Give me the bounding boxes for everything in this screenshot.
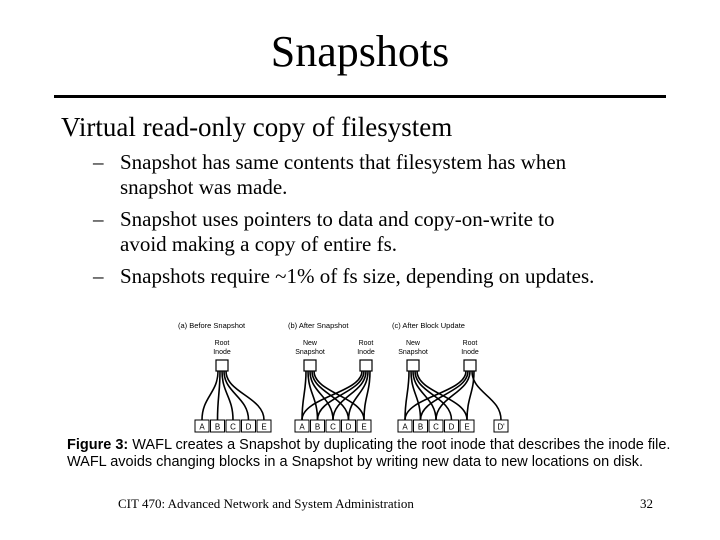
block-label: A — [199, 422, 205, 432]
main-bullet: Virtual read-only copy of filesystem — [61, 112, 453, 142]
node-label: New — [405, 340, 421, 347]
pointer-line — [202, 371, 218, 420]
node-label: Snapshot — [295, 349, 325, 356]
block-label: D — [345, 422, 352, 432]
block-label: D — [448, 422, 455, 432]
inode-box — [407, 360, 419, 371]
sub-bullet-3 — [93, 264, 594, 289]
slide-title: Snapshots — [270, 27, 450, 76]
block-label: B — [417, 422, 424, 432]
title-divider — [54, 95, 666, 98]
node-label: New — [302, 340, 318, 347]
node-label: Snapshot — [398, 349, 428, 356]
dash-marker: – — [93, 207, 104, 231]
block-label: B — [314, 422, 321, 432]
block-label: E — [261, 422, 267, 432]
caption-line-1 — [67, 437, 670, 454]
block-label: C — [230, 422, 236, 432]
panel-heading: (b) After Snapshot — [288, 321, 349, 330]
dash-marker: – — [93, 150, 104, 174]
block-label: C — [330, 422, 336, 432]
block-label: E — [464, 422, 470, 432]
pointer-line — [421, 371, 469, 420]
block-label: D — [245, 422, 252, 432]
inode-box — [216, 360, 228, 371]
sub-bullet-line: snapshot was made. — [120, 175, 288, 199]
node-label: Root — [358, 340, 374, 347]
caption-label: Figure 3: — [67, 437, 129, 453]
block-label: B — [214, 422, 221, 432]
block-label: D' — [497, 422, 505, 432]
page-number: 32 — [640, 496, 653, 511]
node-label: Inode — [461, 349, 479, 356]
slide-footer: CIT 470: Advanced Network and System Administration — [118, 496, 414, 511]
node-label: Inode — [357, 349, 375, 356]
panel-heading: (a) Before Snapshot — [178, 321, 246, 330]
wafl-snapshot-figure — [170, 315, 515, 440]
inode-box — [304, 360, 316, 371]
inode-box — [360, 360, 372, 371]
caption-line-2: WAFL avoids changing blocks in a Snapshot by writing new data to new locations on disk. — [67, 454, 644, 470]
sub-bullet-line: Snapshot has same contents that filesystem has when — [120, 150, 567, 174]
sub-bullet-line: avoid making a copy of entire fs. — [120, 232, 397, 256]
dash-marker: – — [93, 264, 104, 288]
block-label: A — [402, 422, 408, 432]
sub-bullet-2 — [93, 207, 555, 257]
sub-bullet-line: Snapshots require ~1% of fs size, depending on updates. — [120, 264, 595, 288]
inode-box — [464, 360, 476, 371]
node-label: Inode — [213, 349, 231, 356]
node-label: Root — [214, 340, 230, 347]
block-label: C — [433, 422, 439, 432]
sub-bullet-line: Snapshot uses pointers to data and copy-on-write to — [120, 207, 555, 231]
pointer-line — [472, 371, 501, 420]
panel-heading: (c) After Block Update — [392, 321, 465, 330]
block-label: A — [299, 422, 305, 432]
node-label: Root — [462, 340, 478, 347]
sub-bullet-1 — [93, 150, 566, 200]
caption-text-1: WAFL creates a Snapshot by duplicating the root inode that describes the inode file. — [128, 437, 671, 453]
figure-caption — [67, 437, 670, 471]
block-label: E — [361, 422, 367, 432]
